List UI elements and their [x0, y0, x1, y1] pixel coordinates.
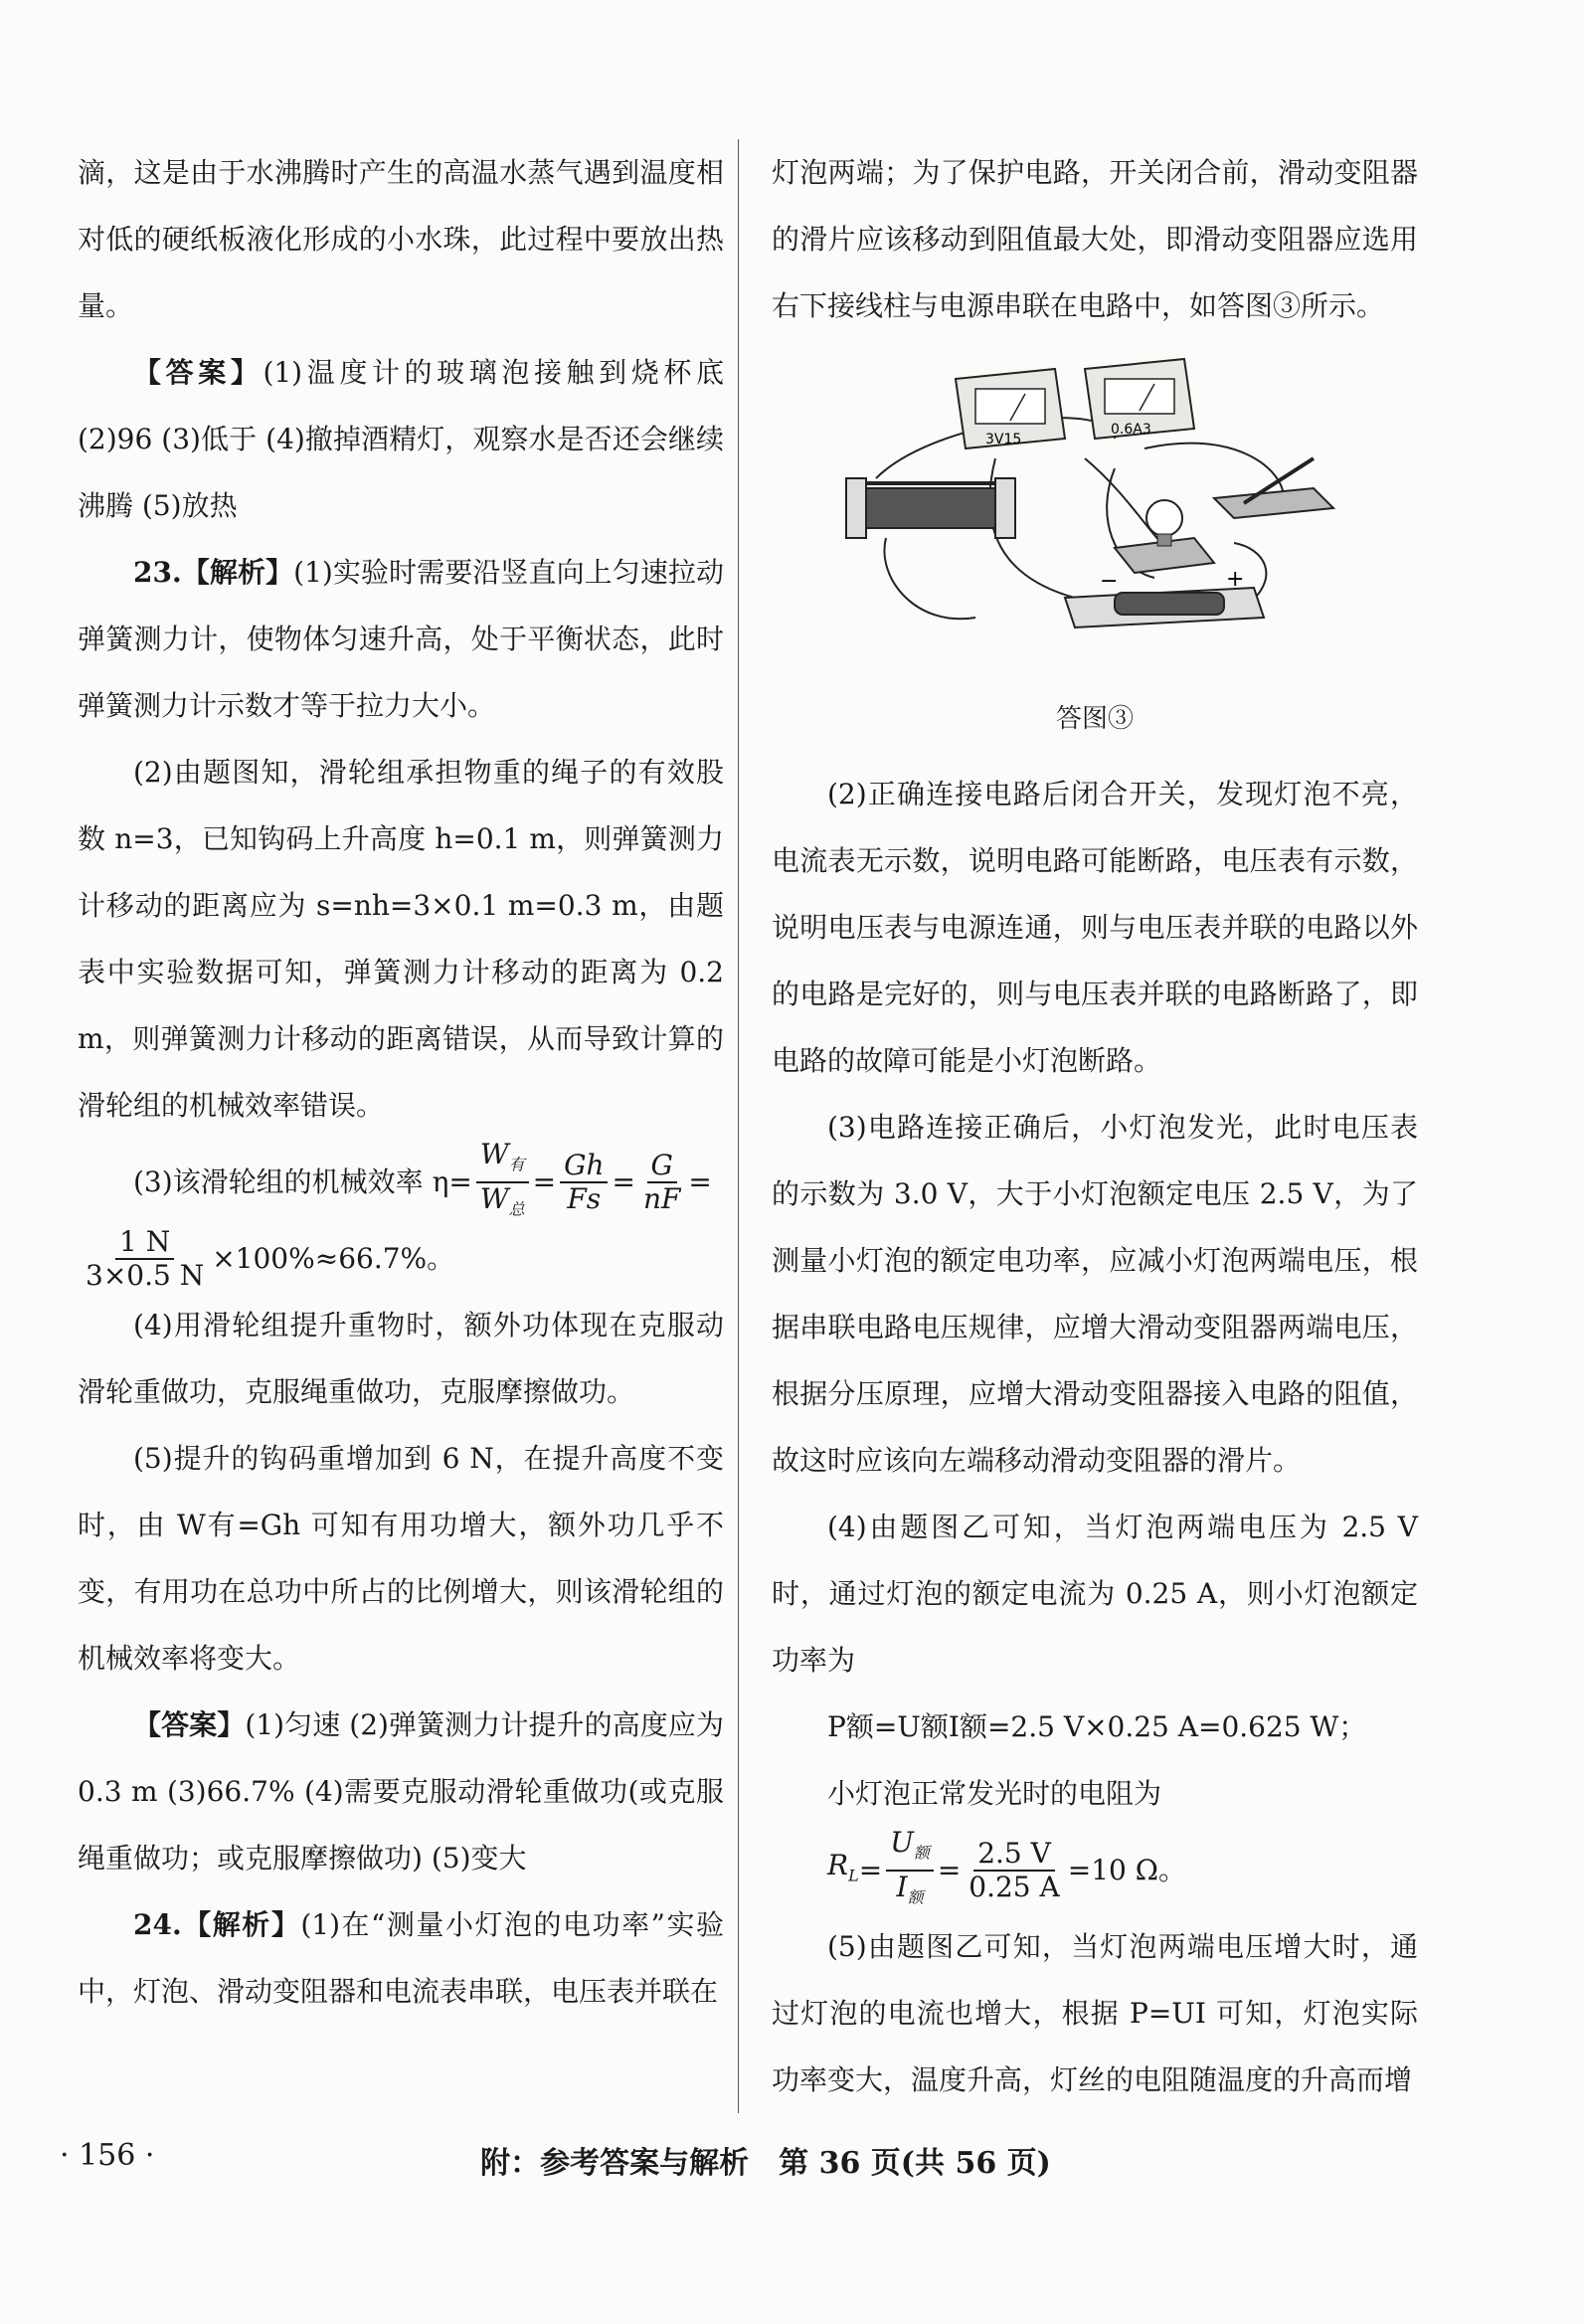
result: ×100%≈66.7%。: [212, 1242, 455, 1276]
figure-caption: 答图③: [1055, 704, 1134, 734]
minus-sign: −: [1100, 569, 1119, 594]
question-23-part5: (5)提升的钩码重增加到 6 N，在提升高度不变时，由 W有=Gh 可知有用功增大，额外功几乎不变，有用功在总功中所占的比例增大，则该滑轮组的机械效率将变大。: [78, 1442, 724, 1676]
equals: =: [612, 1165, 635, 1199]
answer-22: [78, 339, 724, 539]
fraction-values: [965, 1838, 1063, 1903]
switch: [1214, 458, 1333, 518]
question-tag: 24.【解析】: [133, 1908, 301, 1942]
paragraph: (4)由题图乙可知，当灯泡两端电压为 2.5 V 时，通过灯泡的额定电流为 0.25 A，则小灯泡额定功率为: [772, 1511, 1418, 1677]
frac-den: 3×0.5 N: [86, 1258, 205, 1292]
equals: =: [937, 1854, 962, 1887]
answer-tag: 【答案】: [133, 356, 264, 389]
footer-title: 附：参考答案与解析 第 36 页(共 56 页): [480, 2146, 1051, 2181]
ammeter-label: 0.6A3: [1111, 422, 1151, 438]
equals: =: [532, 1165, 557, 1199]
frac-num: G: [647, 1150, 677, 1183]
equals: =: [688, 1165, 712, 1199]
page-number: · 156 ·: [60, 2138, 155, 2173]
frac-num: 2.5 V: [973, 1838, 1055, 1872]
question-23-part1: [78, 539, 724, 739]
frac-den: 0.25 A: [968, 1870, 1060, 1903]
fraction-work: [476, 1139, 529, 1225]
column-divider: [738, 139, 739, 2113]
paragraph: 滴，这是由于水沸腾时产生的高温水蒸气遇到温度相对低的硬纸板液化形成的小水珠，此过程中要放出热量。: [78, 156, 724, 322]
answer-23: [78, 1692, 724, 1891]
fraction-gh-fs: [560, 1150, 608, 1215]
frac-den: I: [896, 1870, 908, 1903]
battery: [1065, 567, 1264, 627]
question-23-part2: (2)由题图知，滑轮组承担物重的绳子的有效股数 n=3，已知钩码上升高度 h=0.1 m，则弹簧测力计移动的距离应为 s=nh=3×0.1 m=0.3 m，由题表中实验数据可知，弹簧测力计移动的距离为 0.2 m，则弹簧测力计移动的距离错误，从而导致计算的滑轮组的机械效率错误。: [78, 756, 724, 1122]
frac-num-sub: 有: [508, 1155, 525, 1174]
result: =10 Ω。: [1067, 1854, 1186, 1887]
paragraph: (2)正确连接电路后闭合开关，发现灯泡不亮，电流表无示数，说明电路可能断路，电压表有示数，说明电压表与电源连通，则与电压表并联的电路以外的电路是完好的，则与电压表并联的电路断路了，即电路的故障可能是小灯泡断路。: [772, 778, 1418, 1077]
left-column: [78, 139, 724, 2025]
power-formula: P额=U额I额=2.5 V×0.25 A=0.625 W；: [827, 1710, 1367, 1743]
frac-num: U: [890, 1826, 914, 1859]
equals: =: [858, 1854, 883, 1887]
frac-den: Fs: [567, 1181, 602, 1215]
frac-num: W: [479, 1138, 509, 1170]
frac-num: Gh: [560, 1150, 608, 1183]
frac-den-sub: 总: [508, 1199, 525, 1219]
frac-num-sub: 额: [913, 1843, 930, 1863]
question-tag: 23.【解析】: [133, 556, 294, 589]
bulb: [1115, 500, 1214, 573]
rheostat: [846, 478, 1015, 538]
paragraph-text: (1)实验时需要沿竖直向上匀速拉动弹簧测力计，使物体匀速升高，处于平衡状态，此时弹簧测力计示数才等于拉力大小。: [78, 556, 724, 722]
frac-num: 1 N: [115, 1226, 174, 1260]
question-24-part1: [78, 1891, 724, 2025]
efficiency-result: [78, 1225, 724, 1292]
answer-text: (1)匀速 (2)弹簧测力计提升的高度应为 0.3 m (3)66.7% (4)需要克服动滑轮重做功(或克服绳重做功；或克服摩擦做功) (5)变大: [78, 1708, 724, 1876]
formula-lead: (3)该滑轮组的机械效率 η=: [133, 1165, 472, 1199]
formula-lead: $R_L$: [827, 1848, 859, 1885]
answer-tag: 【答案】: [133, 1708, 246, 1742]
circuit-figure: [816, 339, 1373, 697]
frac-den: nF: [642, 1181, 681, 1215]
wire: [884, 538, 975, 619]
page-footer: [0, 2128, 1584, 2188]
paragraph: (5)由题图乙可知，当灯泡两端电压增大时，通过灯泡的电流也增大，根据 P=UI 可知，灯泡实际功率变大，温度升高，灯丝的电阻随温度的升高而增: [772, 1930, 1418, 2097]
right-column: [772, 139, 1418, 2113]
answer-text: (1)温度计的玻璃泡接触到烧杯底 (2)96 (3)低于 (4)撤掉酒精灯，观察水是否还会继续沸腾 (5)放热: [78, 356, 724, 522]
paragraph-text: (1)在“测量小灯泡的电功率”实验中，灯泡、滑动变阻器和电流表串联，电压表并联在: [78, 1908, 724, 2009]
paragraph: (3)电路连接正确后，小灯泡发光，此时电压表的示数为 3.0 V，大于小灯泡额定电压 2.5 V，为了测量小灯泡的额定电功率，应减小灯泡两端电压，根据串联电路电压规律，应增大滑动变阻器两端电压，根据分压原理，应增大滑动变阻器接入电路的阻值，故这时应该向左端移动滑动变阻器的滑片。: [772, 1111, 1418, 1477]
voltmeter: [956, 369, 1065, 448]
resistance-formula: [772, 1827, 1418, 1913]
fraction-u-i: [886, 1827, 934, 1913]
plus-sign: +: [1226, 567, 1245, 592]
paragraph: 灯泡两端；为了保护电路，开关闭合前，滑动变阻器的滑片应该移动到阻值最大处，即滑动变阻器应选用右下接线柱与电源串联在电路中，如答图③所示。: [772, 156, 1418, 322]
question-23-part4: (4)用滑轮组提升重物时，额外功体现在克服动滑轮重做功，克服绳重做功，克服摩擦做功。: [78, 1309, 724, 1409]
fraction-g-nf: [639, 1150, 684, 1215]
paragraph: 小灯泡正常发光时的电阻为: [827, 1777, 1162, 1810]
frac-den-sub: 额: [907, 1887, 924, 1907]
ammeter: [1085, 359, 1194, 439]
frac-den: W: [479, 1181, 509, 1215]
fraction-values: [82, 1226, 208, 1292]
voltmeter-label: 3V15: [985, 432, 1022, 447]
efficiency-formula: [78, 1139, 724, 1225]
